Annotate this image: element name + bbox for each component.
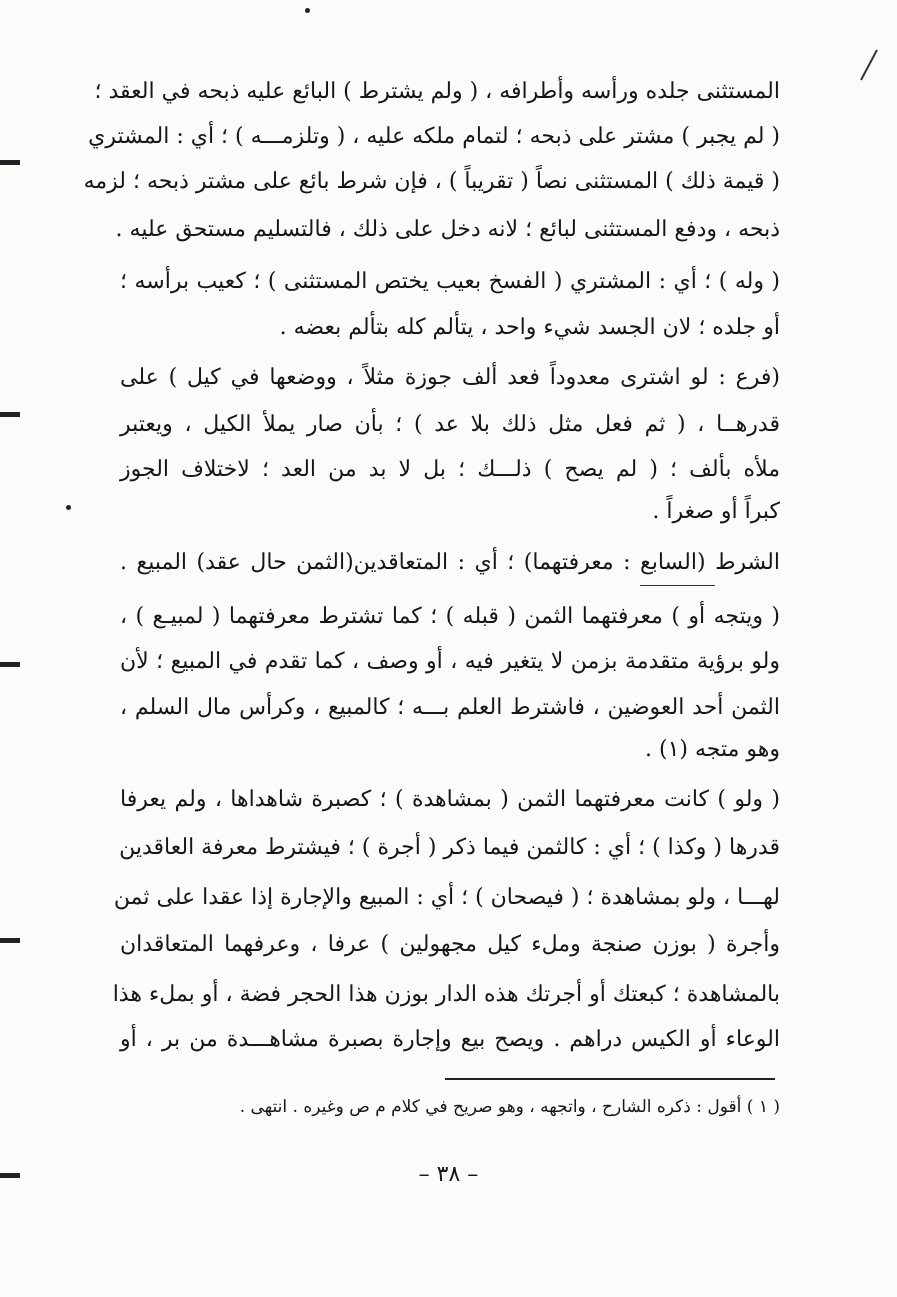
text-line: قدرها ( وكذا ) ؛ أي : كالثمن فيما ذكر ( أجرة ) ؛ فيشترط معرفة العاقدين bbox=[119, 835, 780, 860]
text-line: وهو متجه (١) . bbox=[645, 737, 780, 762]
footnote: ( ١ ) أقول : ذكره الشارح ، واتجهه ، وهو صريح في كلام م ص وغيره . انتهى . bbox=[239, 1097, 780, 1117]
underline bbox=[640, 585, 715, 586]
margin-mark bbox=[0, 662, 20, 667]
margin-mark bbox=[0, 160, 20, 165]
text-line: ( قيمة ذلك ) المستثنى نصاً ( تقريباً ) ، فإن شرط بائع على مشتر ذبحه ؛ لزمه bbox=[83, 169, 780, 194]
footnote-separator bbox=[445, 1078, 775, 1080]
text-line: قدرهــا ، ( ثم فعل مثل ذلك بلا عد ) ؛ بأن صار يملأ الكيل ، ويعتبر bbox=[120, 412, 780, 437]
margin-mark bbox=[0, 412, 20, 417]
text-line: بالمشاهدة ؛ كبعتك أو أجرتك هذه الدار بوزن هذا الحجر فضة ، أو بملء هذا bbox=[112, 982, 780, 1007]
text-line: أو جلده ؛ لان الجسد شيء واحد ، يتألم كله بتألم بعضه . bbox=[279, 315, 780, 340]
margin-mark bbox=[0, 938, 20, 943]
text-line: ذبحه ، ودفع المستثنى لبائع ؛ لانه دخل على ذلك ، فالتسليم مستحق عليه . bbox=[115, 217, 780, 242]
text-line: وأجرة ( بوزن صنجة وملء كيل مجهولين ) عرفا ، وعرفهما المتعاقدان bbox=[120, 932, 780, 957]
text-line: ولو برؤية متقدمة بزمن لا يتغير فيه ، أو وصف ، كما تقدم في المبيع ؛ لأن bbox=[120, 649, 780, 674]
text-line: ( وله ) ؛ أي : المشتري ( الفسخ بعيب يختص المستثنى ) ؛ كعيب برأسه ؛ bbox=[120, 269, 780, 294]
text-line: ملأه بألف ؛ ( لم يصح ) ذلـــك ؛ بل لا بد من العد ؛ لاختلاف الجوز bbox=[120, 457, 780, 482]
text-line: الوعاء أو الكيس دراهم . ويصح بيع وإجارة بصبرة مشاهـــدة من بر ، أو bbox=[120, 1027, 780, 1052]
page-dot-top bbox=[305, 8, 310, 13]
text-line: المستثنى جلده ورأسه وأطرافه ، ( ولم يشترط ) البائع عليه ذبحه في العقد ؛ bbox=[94, 79, 780, 104]
page-dot-side bbox=[66, 505, 71, 510]
text-line: ( ولو ) كانت معرفتهما الثمن ( بمشاهدة ) ؛ كصبرة شاهداها ، ولم يعرفا bbox=[120, 787, 780, 812]
text-line: كبراً أو صغراً . bbox=[652, 499, 780, 524]
page-number: – ٣٨ – bbox=[418, 1162, 479, 1187]
text-line: الثمن أحد العوضين ، فاشترط العلم بـــه ؛ كالمبيع ، وكرأس مال السلم ، bbox=[120, 695, 780, 720]
stray-mark bbox=[860, 50, 878, 81]
section-heading: الشرط (السابع : معرفتهما) ؛ أي : المتعاقدين(الثمن حال عقد) المبيع . bbox=[120, 550, 780, 575]
text-line: ( لم يجبر ) مشتر على ذبحه ؛ لتمام ملكه عليه ، ( وتلزمـــه ) ؛ أي : المشتري bbox=[88, 124, 780, 149]
text-line: (فرع : لو اشترى معدوداً فعد ألف جوزة مثلاً ، ووضعها في كيل ) على bbox=[120, 365, 780, 390]
text-line: ( ويتجه أو ) معرفتهما الثمن ( قبله ) ؛ كما تشترط معرفتهما ( لمبيـع ) ، bbox=[120, 604, 780, 629]
text-line: لهـــا ، ولو بمشاهدة ؛ ( فيصحان ) ؛ أي : المبيع والإجارة إذا عقدا على ثمن bbox=[113, 885, 780, 910]
